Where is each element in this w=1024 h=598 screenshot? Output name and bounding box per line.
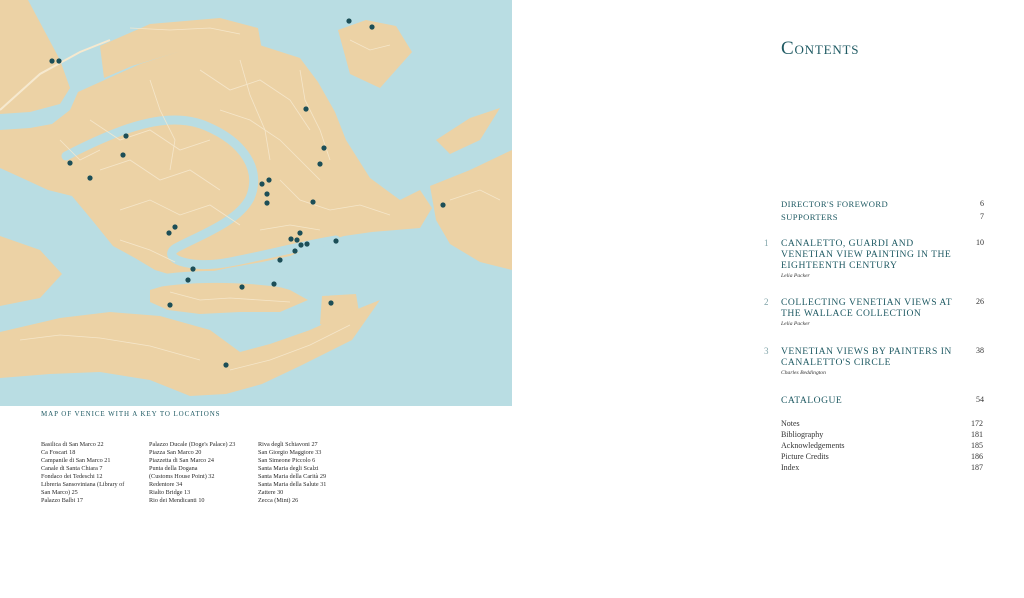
toc-title: Picture Credits	[781, 452, 829, 461]
location-marker	[303, 106, 308, 111]
key-entry: Zattere 30	[258, 489, 284, 497]
key-entry: Santa Maria della Carità 29	[258, 473, 327, 481]
key-entry: Rialto Bridge 13	[149, 489, 191, 497]
key-entry: Rio dei Mendicanti 10	[149, 497, 205, 505]
toc-title: Bibliography	[781, 430, 824, 439]
toc-title: VENETIAN VIEWS BY PAINTERS IN CANALETTO'S CIRCLE	[781, 346, 952, 368]
toc-title: Acknowledgements	[781, 441, 845, 450]
location-key-column-1	[41, 441, 151, 505]
venice-map	[0, 0, 512, 406]
location-marker	[56, 58, 61, 63]
key-entry: Santa Maria della Salute 31	[258, 481, 327, 489]
location-marker	[67, 160, 72, 165]
location-marker	[271, 281, 276, 286]
key-entry: Campanile di San Marco 21	[41, 457, 111, 465]
location-marker	[264, 191, 269, 196]
toc-page: 38	[976, 346, 984, 355]
location-marker	[317, 161, 322, 166]
toc-entry-index[interactable]	[781, 463, 983, 474]
toc-page: 26	[976, 297, 984, 306]
location-marker	[185, 277, 190, 282]
key-entry: Punta della Dogana	[149, 465, 198, 473]
location-marker	[166, 230, 171, 235]
toc-title: CANALETTO, GUARDI AND VENETIAN VIEW PAINTING IN THE EIGHTEENTH CENTURY	[781, 238, 952, 271]
toc-page: 187	[971, 463, 983, 472]
toc-entry-notes[interactable]	[781, 419, 983, 430]
location-marker	[440, 202, 445, 207]
location-marker	[223, 362, 228, 367]
toc-title: SUPPORTERS	[781, 212, 838, 222]
key-entry: Santa Maria degli Scalzi	[258, 465, 319, 473]
toc-author: Lelia Packer	[781, 321, 810, 327]
toc-chapter-number: 2	[764, 297, 769, 307]
toc-page: 10	[976, 238, 984, 247]
location-marker	[288, 236, 293, 241]
toc-page: 172	[971, 419, 983, 428]
key-entry: Palazzo Balbi 17	[41, 497, 83, 505]
key-entry: Piazza San Marco 20	[149, 449, 202, 457]
toc-title: Notes	[781, 419, 800, 428]
location-marker	[298, 242, 303, 247]
toc-author: Charles Beddington	[781, 370, 826, 376]
location-marker	[264, 200, 269, 205]
location-key-column-3	[258, 441, 368, 505]
toc-chapter-number: 3	[764, 346, 769, 356]
key-entry: San Marco) 25	[41, 489, 78, 497]
toc-title: COLLECTING VENETIAN VIEWS AT THE WALLACE COLLECTION	[781, 297, 952, 319]
key-entry: Riva degli Schiavoni 27	[258, 441, 318, 448]
location-marker	[304, 241, 309, 246]
toc-title: Index	[781, 463, 800, 472]
key-entry: Palazzo Ducale (Doge's Palace) 23	[149, 441, 236, 448]
location-marker	[87, 175, 92, 180]
location-marker	[321, 145, 326, 150]
key-entry: San Giorgio Maggiore 33	[258, 449, 322, 457]
location-marker	[123, 133, 128, 138]
toc-page: 181	[971, 430, 983, 439]
key-entry: (Customs House Point) 32	[149, 473, 215, 481]
key-entry: Libreria Sansoviniana (Library of	[41, 481, 125, 489]
location-marker	[49, 58, 54, 63]
toc-title: CATALOGUE	[781, 395, 843, 406]
key-entry: Redentore 34	[149, 481, 183, 489]
location-marker	[120, 152, 125, 157]
key-entry: Zecca (Mint) 26	[258, 497, 299, 505]
location-marker	[310, 199, 315, 204]
location-marker	[369, 24, 374, 29]
location-key-column-2	[149, 441, 259, 505]
map-caption: MAP OF VENICE WITH A KEY TO LOCATIONS	[41, 410, 221, 418]
location-marker	[172, 224, 177, 229]
toc-title: DIRECTOR'S FOREWORD	[781, 199, 889, 209]
location-marker	[167, 302, 172, 307]
location-marker	[266, 177, 271, 182]
location-marker	[259, 181, 264, 186]
key-entry: Piazzetta di San Marco 24	[149, 457, 214, 465]
key-entry: Fondaco dei Tedeschi 12	[41, 473, 103, 481]
key-entry: San Simeone Piccolo 6	[258, 457, 316, 465]
location-marker	[190, 266, 195, 271]
toc-page: 185	[971, 441, 983, 450]
toc-entry-picture-credits[interactable]	[781, 452, 983, 463]
toc-page: 54	[976, 395, 984, 404]
toc-page: 7	[980, 212, 984, 221]
location-marker	[294, 237, 299, 242]
key-entry: Ca Foscari 18	[41, 449, 76, 457]
toc-page: 186	[971, 452, 983, 461]
location-marker	[333, 238, 338, 243]
toc-page: 6	[980, 199, 984, 208]
location-marker	[292, 248, 297, 253]
location-marker	[346, 18, 351, 23]
location-marker	[277, 257, 282, 262]
toc-chapter-number: 1	[764, 238, 769, 248]
key-entry: Basilica di San Marco 22	[41, 441, 104, 448]
location-marker	[328, 300, 333, 305]
location-marker	[239, 284, 244, 289]
location-marker	[297, 230, 302, 235]
toc-entry-acknowledgements[interactable]	[781, 441, 983, 452]
key-entry: Canale di Santa Chiara 7	[41, 465, 103, 473]
contents-heading: Contents	[781, 38, 860, 59]
toc-entry-bibliography[interactable]	[781, 430, 983, 441]
toc-author: Lelia Packer	[781, 273, 810, 279]
